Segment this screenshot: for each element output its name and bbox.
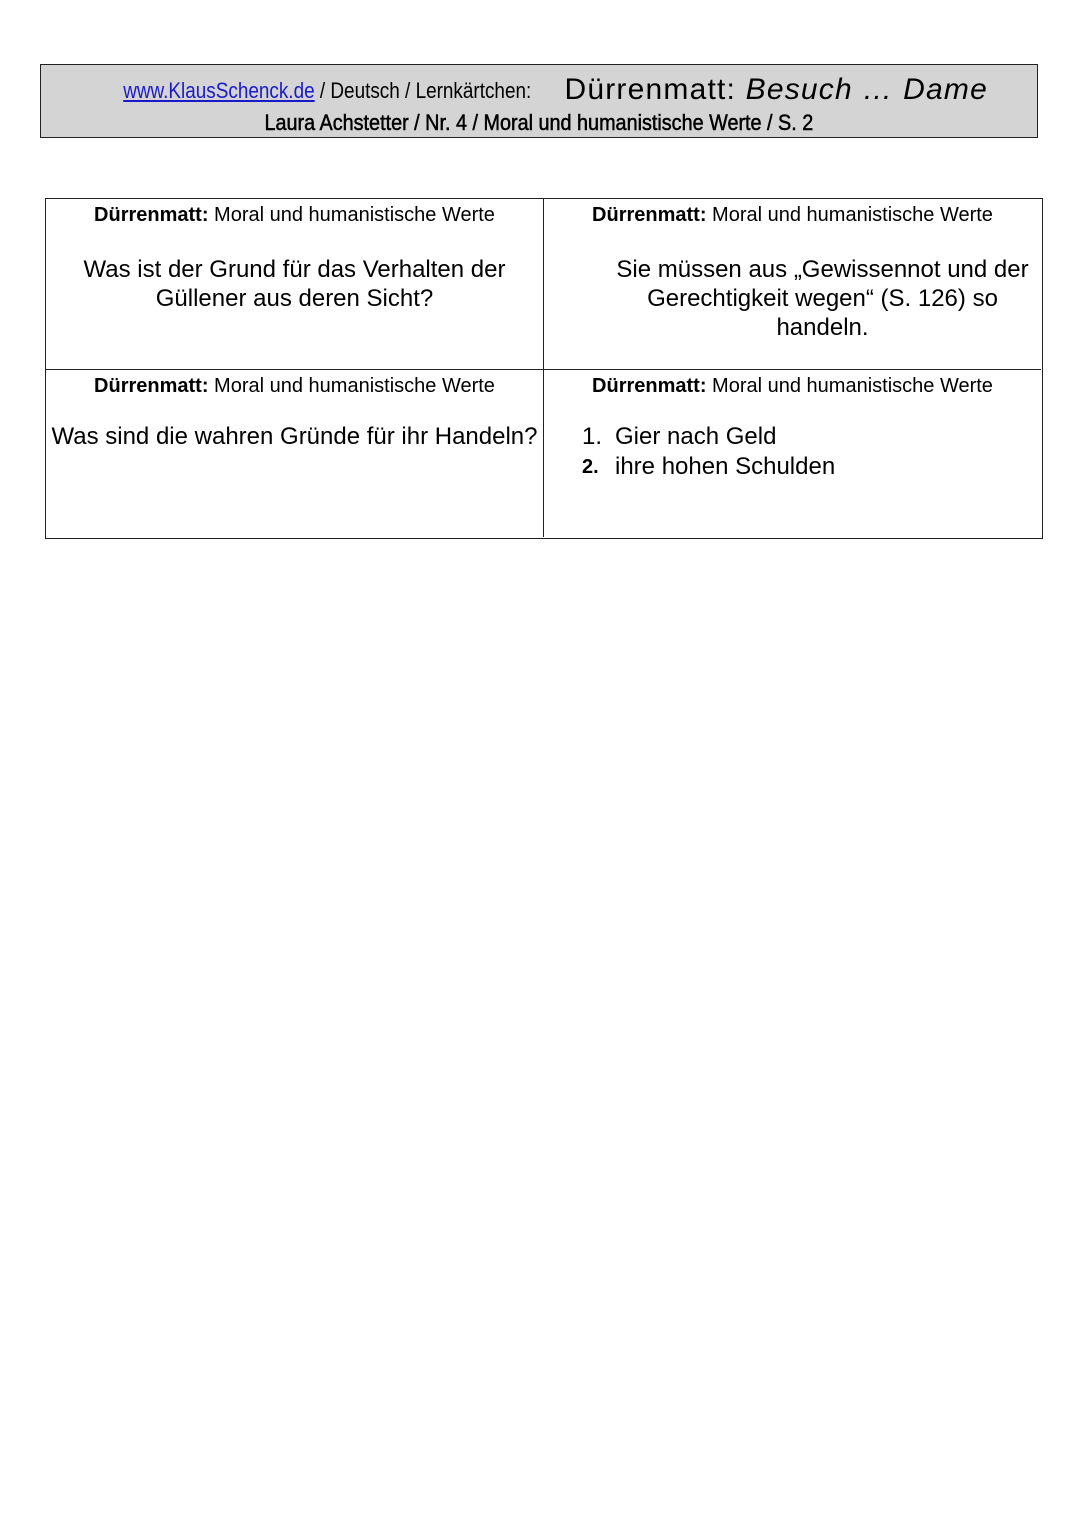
card-heading (544, 202, 1041, 228)
card-answer-text: Sie müssen aus „Gewissennot und der Gerechtigkeit wegen“ (S. 126) so handeln. (616, 256, 1029, 341)
flashcard-answer-1 (544, 199, 1041, 370)
header-subtitle (41, 109, 1037, 137)
card-heading-author: Dürrenmatt: (592, 204, 707, 226)
list-item (582, 452, 835, 482)
card-heading-topic: Moral und humanistische Werte (208, 375, 495, 397)
flashcard-answer-2 (544, 370, 1041, 537)
card-heading (46, 202, 543, 228)
card-heading-author: Dürrenmatt: (94, 375, 209, 397)
card-heading (544, 373, 1041, 399)
list-item-text: ihre hohen Schulden (615, 453, 836, 480)
card-heading-topic: Moral und humanistische Werte (706, 375, 993, 397)
card-heading-topic: Moral und humanistische Werte (706, 204, 993, 226)
list-item (582, 422, 835, 452)
list-item-text: Gier nach Geld (615, 423, 777, 450)
flashcard-question-2 (46, 370, 544, 537)
header-title (564, 73, 987, 106)
header-path: / Deutsch / Lernkärtchen: (314, 78, 532, 103)
card-question-text: Was sind die wahren Gründe für ihr Handeln? (51, 423, 538, 450)
flashcard-question-1 (46, 199, 544, 370)
list-number: 2. (582, 456, 599, 478)
page-header (40, 64, 1038, 138)
header-subtitle-text: Laura Achstetter / Nr. 4 / Moral und humanistische Werte / S. 2 (264, 110, 814, 135)
card-heading (46, 373, 543, 399)
header-line-1 (41, 73, 1037, 108)
answer-list (582, 422, 835, 482)
card-heading-author: Dürrenmatt: (94, 204, 209, 226)
header-title-work: Besuch … Dame (745, 73, 988, 106)
website-link[interactable]: www.KlausSchenck.de (123, 78, 315, 103)
list-number: 1. (582, 423, 603, 450)
flashcard-grid (45, 198, 1043, 539)
card-heading-author: Dürrenmatt: (592, 375, 707, 397)
card-heading-topic: Moral und humanistische Werte (208, 204, 495, 226)
header-title-author: Dürrenmatt: (564, 73, 746, 106)
card-question-text: Was ist der Grund für das Verhalten der Güllener aus deren Sicht? (83, 256, 506, 312)
